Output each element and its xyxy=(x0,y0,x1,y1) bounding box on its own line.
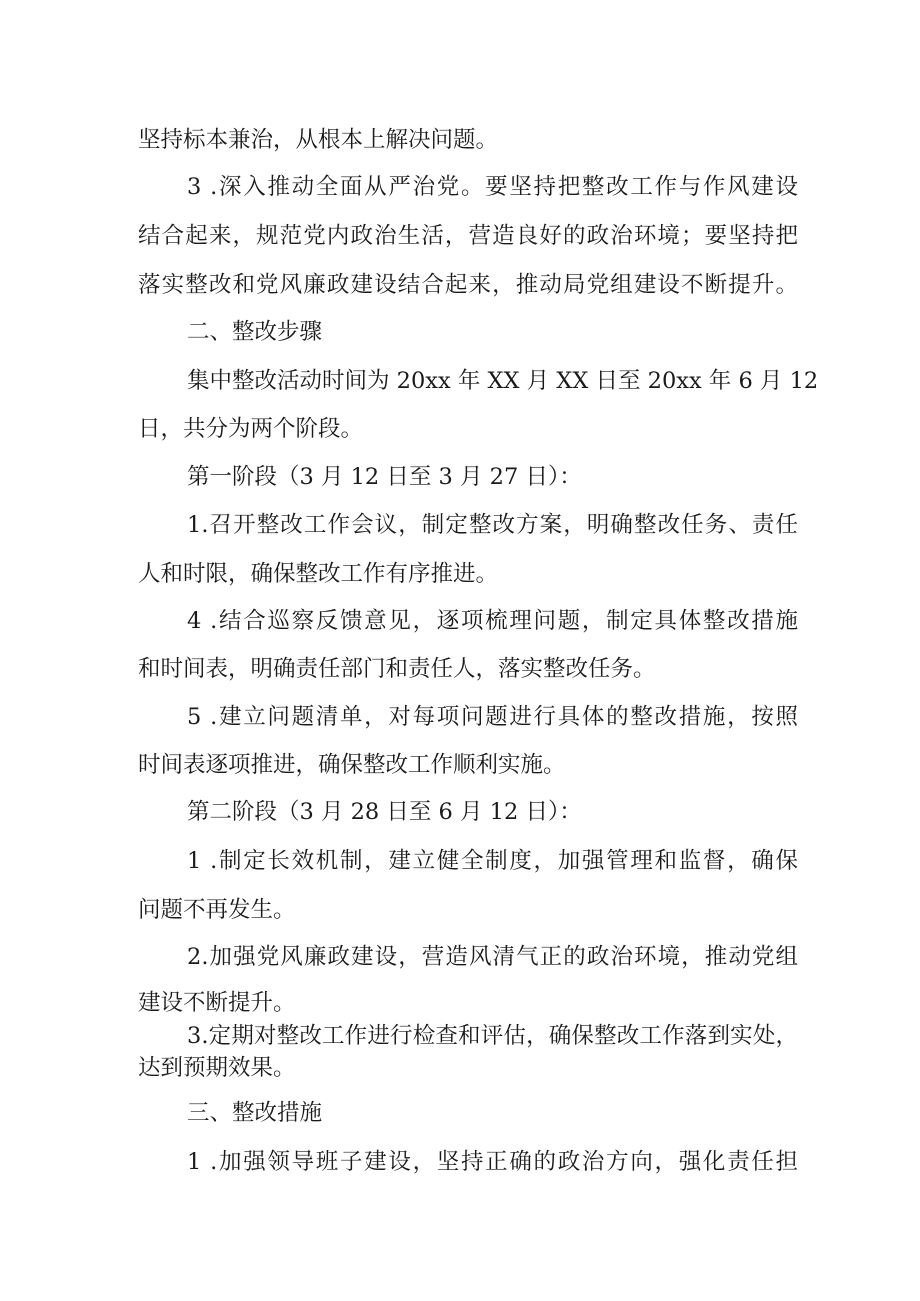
paragraph-line: 达到预期效果。 xyxy=(138,1055,296,1081)
paragraph-line: 建设不断提升。 xyxy=(138,990,296,1016)
paragraph-line: 问题不再发生。 xyxy=(138,897,296,923)
paragraph-line: 坚持标本兼治，从根本上解决问题。 xyxy=(138,127,499,153)
paragraph-line: 时间表逐项推进，确保整改工作顺利实施。 xyxy=(138,752,566,778)
phase-heading: 第二阶段（3 月 28 日至 6 月 12 日）： xyxy=(187,799,582,825)
paragraph-line: 1 .加强领导班子建设，坚持正确的政治方向，强化责任担 xyxy=(187,1149,798,1175)
paragraph-line: 结合起来，规范党内政治生活，营造良好的政治环境；要坚持把 xyxy=(138,223,798,249)
paragraph-line: 和时间表，明确责任部门和责任人，落实整改任务。 xyxy=(138,656,656,682)
paragraph-line: 集中整改活动时间为 20xx 年 XX 月 XX 日至 20xx 年 6 月 12 xyxy=(187,368,819,394)
paragraph-line: 人和时限，确保整改工作有序推进。 xyxy=(138,561,499,587)
phase-heading: 第一阶段（3 月 12 日至 3 月 27 日）： xyxy=(187,464,582,490)
paragraph-line: 3.定期对整改工作进行检查和评估，确保整改工作落到实处， xyxy=(187,1023,798,1049)
paragraph-line: 1.召开整改工作会议，制定整改方案，明确整改任务、责任 xyxy=(187,512,798,538)
section-heading: 三、整改措施 xyxy=(187,1100,323,1126)
paragraph-line: 5 .建立问题清单，对每项问题进行具体的整改措施，按照 xyxy=(187,704,798,730)
paragraph-line: 4 .结合巡察反馈意见，逐项梳理问题，制定具体整改措施 xyxy=(187,608,798,634)
paragraph-line: 日，共分为两个阶段。 xyxy=(138,416,364,442)
paragraph-line: 落实整改和党风廉政建设结合起来，推动局党组建设不断提升。 xyxy=(138,272,798,298)
paragraph-line: 2.加强党风廉政建设，营造风清气正的政治环境，推动党组 xyxy=(187,944,798,970)
paragraph-line: 1 .制定长效机制，建立健全制度，加强管理和监督，确保 xyxy=(187,848,798,874)
section-heading: 二、整改步骤 xyxy=(187,319,323,345)
paragraph-line: 3 .深入推动全面从严治党。要坚持把整改工作与作风建设 xyxy=(187,174,798,200)
